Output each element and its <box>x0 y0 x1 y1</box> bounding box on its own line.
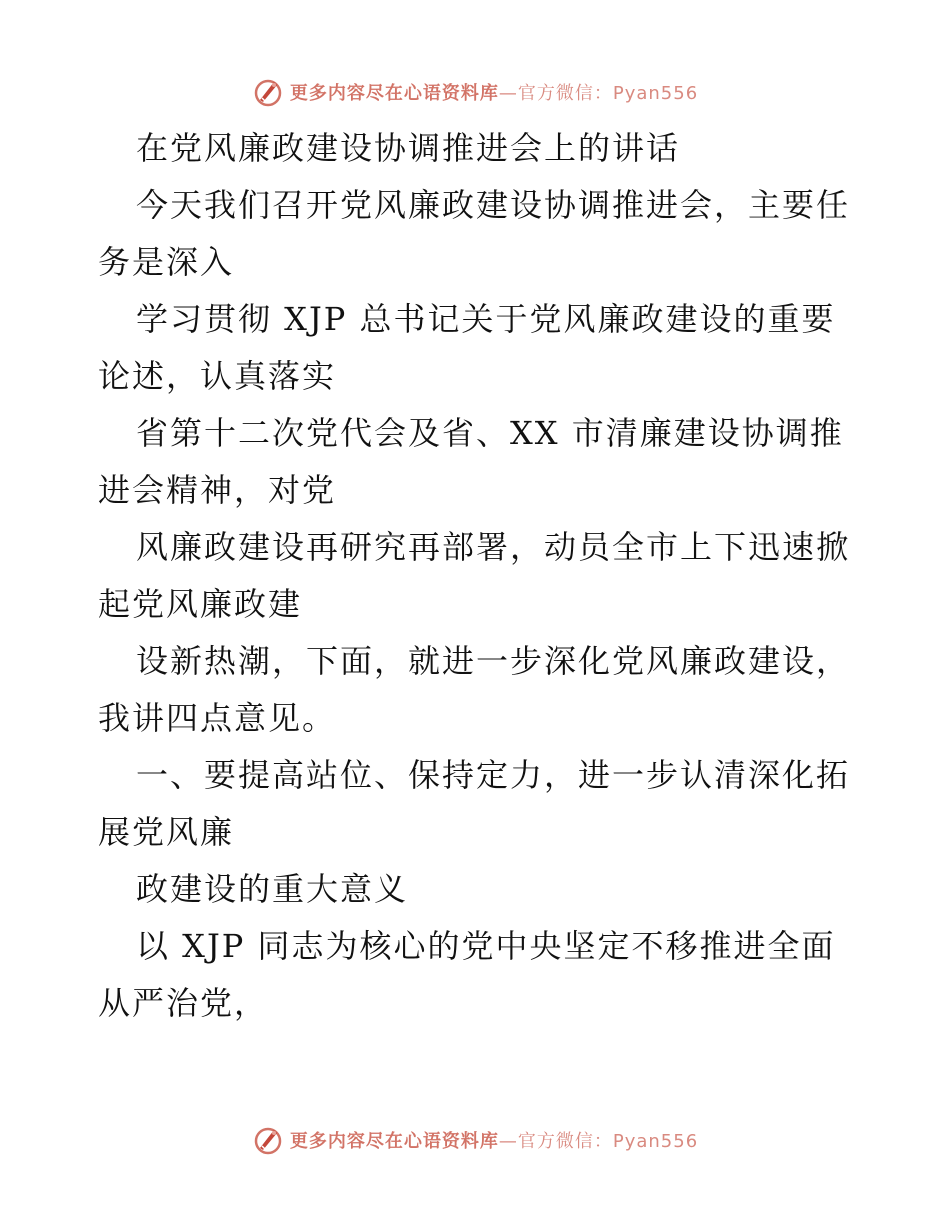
document-line: 风廉政建设再研究再部署，动员全市上下迅速掀 <box>136 528 851 566</box>
header-watermark <box>0 72 950 112</box>
document-line: 进会精神，对党 <box>98 471 337 509</box>
document-line: 以 XJP 同志为核心的党中央坚定不移推进全面 <box>136 927 836 965</box>
quill-logo-icon <box>252 1124 284 1156</box>
document-line: 学习贯彻 XJP 总书记关于党风廉政建设的重要 <box>136 300 836 338</box>
watermark-main-text: 更多内容尽在心语资料库 <box>289 83 499 104</box>
document-line: 设新热潮，下面，就进一步深化党风廉政建设， <box>136 642 851 680</box>
document-line: 省第十二次党代会及省、XX 市清廉建设协调推 <box>136 414 844 452</box>
document-line: 论述，认真落实 <box>98 357 337 395</box>
document-line: 今天我们召开党风廉政建设协调推进会，主要任 <box>136 186 851 224</box>
document-line: 务是深入 <box>98 243 235 281</box>
document-line: 一、要提高站位、保持定力，进一步认清深化拓 <box>136 756 851 794</box>
watermark-main-text: 更多内容尽在心语资料库 <box>289 1131 499 1152</box>
watermark-contact-text: —官方微信：Pyan556 <box>498 83 699 104</box>
watermark-text <box>290 1127 698 1153</box>
watermark-text <box>290 79 698 105</box>
document-line: 从严治党， <box>98 984 269 1022</box>
document-line: 政建设的重大意义 <box>136 870 409 908</box>
document-line: 展党风廉 <box>98 813 235 851</box>
document-line: 起党风廉政建 <box>98 585 303 623</box>
document-line: 在党风廉政建设协调推进会上的讲话 <box>136 129 681 167</box>
document-body <box>98 120 858 1032</box>
watermark-contact-text: —官方微信：Pyan556 <box>498 1131 699 1152</box>
document-line: 我讲四点意见。 <box>98 699 337 737</box>
quill-logo-icon <box>252 76 284 108</box>
footer-watermark <box>0 1120 950 1160</box>
